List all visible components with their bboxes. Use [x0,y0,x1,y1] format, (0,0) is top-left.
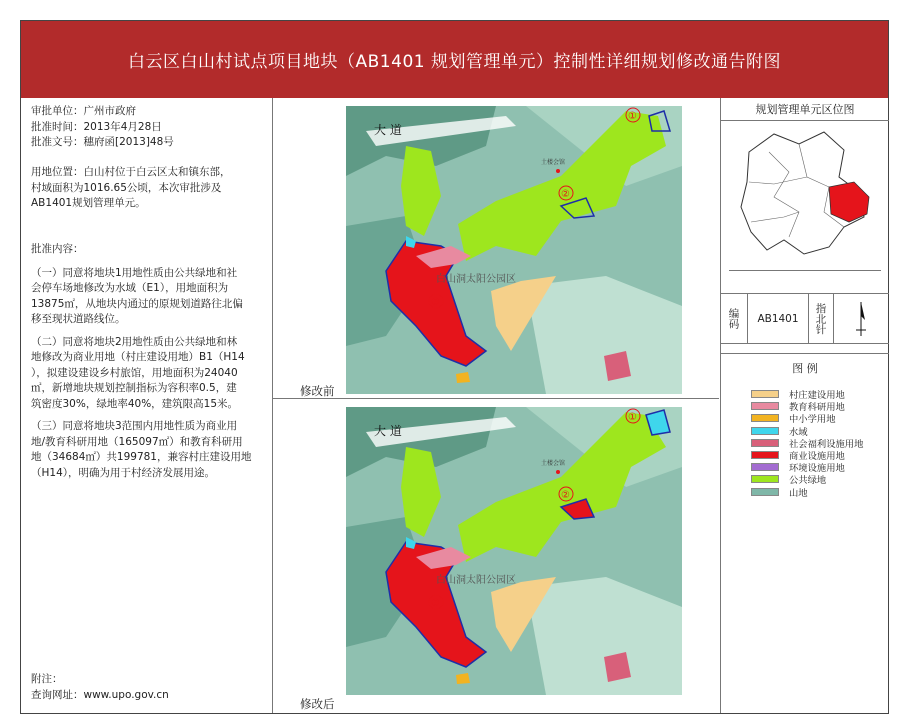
location-line: 村域面积为1016.65公顷，本次审批涉及 [31,181,222,194]
map-after-label: 修改后 [300,697,335,711]
legend-swatch [751,463,779,471]
map-before-svg [346,106,682,394]
item3-line: 地/教育科研用地（165097㎡）和教育科研用 [31,435,243,448]
item2-line: ），拟建设建设乡村旅馆，用地面积为24040 [31,366,238,379]
note-label: 附注： [31,673,63,685]
legend-swatch [751,488,779,496]
park-label: 白山洞太阳公园区 [436,575,516,586]
legend-swatch [751,451,779,459]
legend-title: 图 例 [721,360,889,376]
north-label: 指北针 [809,294,834,343]
item2-line: ㎡，新增地块规划控制指标为容积率0.5，建 [31,382,237,394]
map-before-panel [273,98,719,399]
map-before [346,106,682,394]
legend-label: 环境设施用地 [789,463,845,475]
site-label: 土楼会馆 [541,159,566,166]
road-label: 大 道 [374,424,402,438]
legend-label: 山地 [789,487,808,499]
svg-text:③: ③ [431,297,440,308]
legend-item [751,412,886,424]
item2-line: 地修改为商业用地（村庄建设用地）B1（H14 [31,351,245,363]
highlight-unit [829,182,869,222]
location-map [729,122,881,271]
approval-doc: 批准文号：穗府函[2013]48号 [31,136,174,148]
approval-unit: 审批单位：广州市政府 [31,105,136,117]
park-label: 白山洞太阳公园区 [436,274,516,285]
location-map-svg [729,122,881,270]
legend-label: 中小学用地 [789,414,836,426]
legend-swatch [751,439,779,447]
map-sheet [20,20,889,714]
locmap-title: 规划管理单元区位图 [721,98,889,121]
location-line: 用地位置：白山村位于白云区太和镇东部， [31,166,231,178]
legend-label: 村庄建设用地 [789,390,845,402]
legend-label: 教育科研用地 [789,402,845,414]
approval-content [31,242,263,481]
svg-text:①: ① [628,111,637,122]
legend-swatch [751,427,779,435]
site-label: 土楼会馆 [541,460,566,467]
item1-line: 13875㎡，从地块内通过的原规划道路往北偏 [31,297,243,310]
map-after-panel [273,399,719,713]
legend-swatch [751,414,779,422]
footer [31,672,263,703]
info-panel [720,98,889,713]
item1-line: （一）同意将地块1用地性质由公共绿地和社 [31,266,238,279]
legend-swatch [751,390,779,398]
item3-line: 地（34684㎡）共199781，兼容村庄建设用地 [31,451,252,463]
map-after [346,407,682,695]
item2-line: 筑密度30%，绿地率40%，建筑限高15米。 [31,397,239,410]
item1-line: 移至现状道路线位。 [31,313,126,325]
map-after-svg [346,407,682,695]
legend-label: 商业设施用地 [789,451,845,463]
approval-info [31,104,263,151]
svg-text:②: ② [561,490,570,501]
site-dot [556,169,560,173]
svg-text:①: ① [628,412,637,423]
legend-label: 水域 [789,426,808,438]
road-label: 大 道 [374,123,402,137]
map-before-label: 修改前 [300,384,335,398]
item3-line: （H14），明确为用于村经济发展用途。 [31,466,216,479]
code-value: AB1401 [748,294,809,343]
content-heading: 批准内容： [31,243,84,255]
svg-text:③: ③ [431,598,440,609]
legend-swatch [751,475,779,483]
code-label: 编码 [721,294,748,343]
legend-label: 社会福利设施用地 [789,438,864,450]
code-table [721,293,889,344]
school-area [456,673,470,684]
item1-line: 会停车场地修改为水域（E1），用地面积为 [31,282,229,294]
legend-item [751,473,886,485]
legend-swatch [751,402,779,410]
sheet-title: 白云区白山村试点项目地块（AB1401 规划管理单元）控制性详细规划修改通告附图 [21,21,888,98]
query-url: 查询网址：www.upo.gov.cn [31,688,169,701]
location-info [31,165,263,212]
approval-time: 批准时间：2013年4月28日 [31,120,162,133]
text-panel [21,98,273,713]
legend [751,388,886,498]
svg-text:②: ② [561,189,570,200]
north-arrow-icon [834,294,889,343]
site-dot [556,470,560,474]
legend-label: 公共绿地 [789,475,827,487]
item2-line: （二）同意将地块2用地性质由公共绿地和林 [31,335,238,348]
location-line: AB1401规划管理单元。 [31,197,146,209]
legend-item [751,486,886,498]
item3-line: （三）同意将地块3范围内用地性质为商业用 [31,420,238,432]
